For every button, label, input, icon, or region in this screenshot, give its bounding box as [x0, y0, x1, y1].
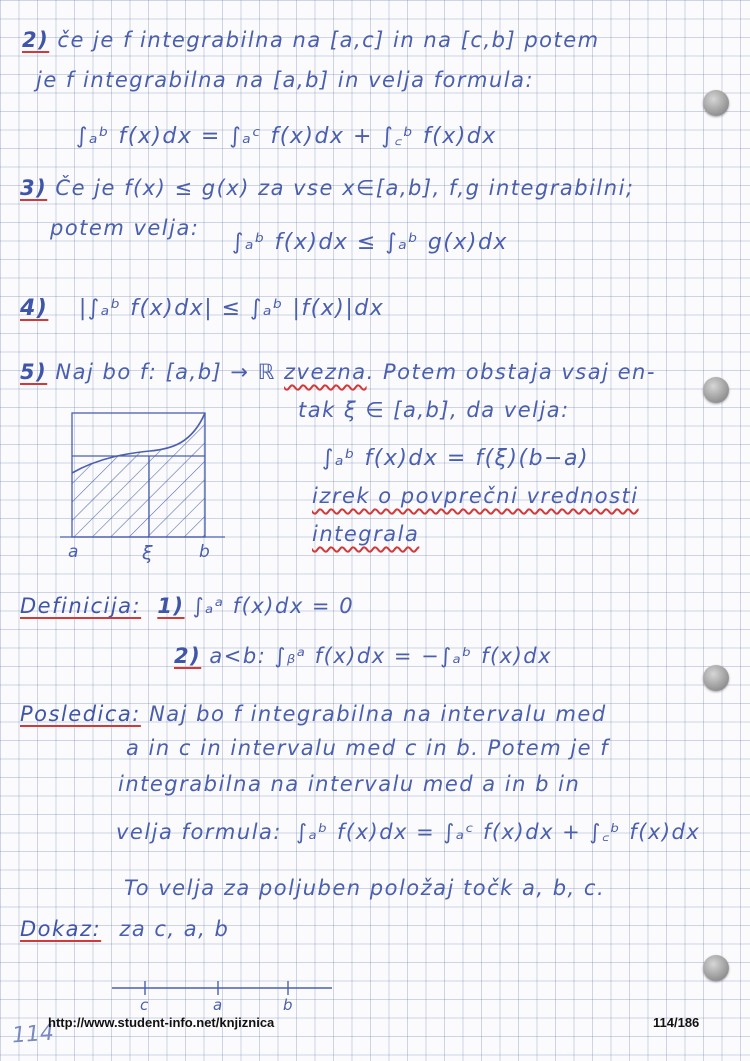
number-line-label-a: a: [213, 996, 223, 1014]
theorem-name-text-2: integrala: [312, 522, 420, 546]
theorem-name-text-1: izrek o povprečni vrednosti: [312, 484, 639, 508]
item-5-formula-text: ∫ₐᵇ f(x)dx = f(ξ)(b−a): [322, 446, 590, 471]
punch-hole-2: [703, 377, 729, 403]
item-3-text-2: potem velja:: [50, 216, 200, 240]
corollary-text-3: integrabilna na intervalu med a in b in: [118, 772, 581, 796]
footer-page-count: 114/186: [653, 1015, 700, 1030]
corollary-label: Posledica:: [20, 702, 141, 726]
item-3-text-1: Če je f(x) ≤ g(x) za vse x∈[a,b], f,g integrabilni;: [55, 176, 635, 200]
item-4-line: [20, 296, 384, 321]
theorem-name-line-2: [312, 522, 419, 546]
punch-hole-1: [703, 90, 729, 116]
area-under-curve: [72, 413, 205, 537]
item-2-text-1: če je f integrabilna na [a,c] in na [c,b] potem: [57, 28, 600, 52]
number-line-label-b: b: [283, 996, 293, 1014]
item-5-text-2: tak ξ ∈ [a,b], da velja:: [298, 398, 570, 422]
definition-line-1: [20, 594, 354, 618]
corollary-text-4: velja formula:: [116, 820, 282, 844]
item-2-line-2: [36, 68, 534, 92]
definition-1-number: 1): [157, 594, 185, 618]
theorem-name-line-1: [312, 484, 639, 508]
item-5-line-2: [298, 398, 570, 422]
proof-text: za c, a, b: [119, 917, 230, 941]
item-5-formula: [322, 446, 589, 471]
definition-line-2: [174, 644, 552, 668]
definition-2-text: a<b: ∫ᵦᵃ f(x)dx = −∫ₐᵇ f(x)dx: [209, 644, 553, 668]
item-4-formula-text: |∫ₐᵇ f(x)dx| ≤ ∫ₐᵇ |f(x)|dx: [78, 296, 385, 321]
item-2-text-2: je f integrabilna na [a,b] in velja formula:: [36, 68, 535, 92]
handwritten-page-number: 114: [11, 1020, 55, 1049]
item-5-line-1: [20, 360, 656, 384]
item-2-formula: [76, 120, 497, 150]
corollary-text-2: a in c in intervalu med c in b. Potem je f: [126, 736, 610, 760]
mean-value-graph: [60, 385, 230, 580]
corollary-line-5: [124, 876, 605, 900]
definition-1-text: ∫ₐᵃ f(x)dx = 0: [192, 594, 355, 618]
item-2-line-1: [22, 28, 600, 52]
corollary-line-2: [126, 736, 609, 760]
item-3-formula-text: ∫ₐᵇ f(x)dx ≤ ∫ₐᵇ g(x)dx: [232, 230, 508, 255]
item-3-line-2: [50, 216, 199, 240]
item-3-line-1: [20, 176, 634, 200]
item-5-text-1c: . Potem obstaja vsaj en-: [366, 360, 656, 384]
proof-number-line: [110, 974, 340, 1014]
item-2-formula-text: ∫ₐᵇ f(x)dx = ∫ₐᶜ f(x)dx + ∫꜀ᵇ f(x)dx: [76, 124, 497, 149]
corollary-line-1: [20, 702, 607, 726]
corollary-formula-text: ∫ₐᵇ f(x)dx = ∫ₐᶜ f(x)dx + ∫꜀ᵇ f(x)dx: [296, 820, 701, 844]
proof-line: [20, 917, 229, 941]
definition-2-number: 2): [174, 644, 202, 668]
graph-label-xi: ξ: [142, 542, 153, 564]
item-2-number: 2): [22, 28, 50, 52]
footer-url[interactable]: http://www.student-info.net/knjiznica: [48, 1015, 275, 1030]
item-5-text-1a: Naj bo f: [a,b] → ℝ: [55, 360, 276, 384]
graph-label-a: a: [68, 542, 79, 562]
corollary-text-5: To velja za poljuben položaj točk a, b, c.: [124, 876, 606, 900]
graph-label-b: b: [199, 542, 210, 562]
corollary-line-4: [116, 818, 700, 846]
punch-hole-4: [703, 955, 729, 981]
corollary-line-3: [118, 772, 580, 796]
number-line-label-c: c: [140, 996, 149, 1014]
item-5-number: 5): [20, 360, 48, 384]
item-5-continuous-word: zvezna: [284, 360, 367, 384]
proof-label: Dokaz:: [20, 917, 102, 941]
item-3-number: 3): [20, 176, 48, 200]
item-4-number: 4): [20, 296, 49, 321]
item-3-formula: [232, 230, 508, 255]
corollary-text-1: Naj bo f integrabilna na intervalu med: [149, 702, 607, 726]
definition-label: Definicija:: [20, 594, 142, 618]
punch-hole-3: [703, 665, 729, 691]
